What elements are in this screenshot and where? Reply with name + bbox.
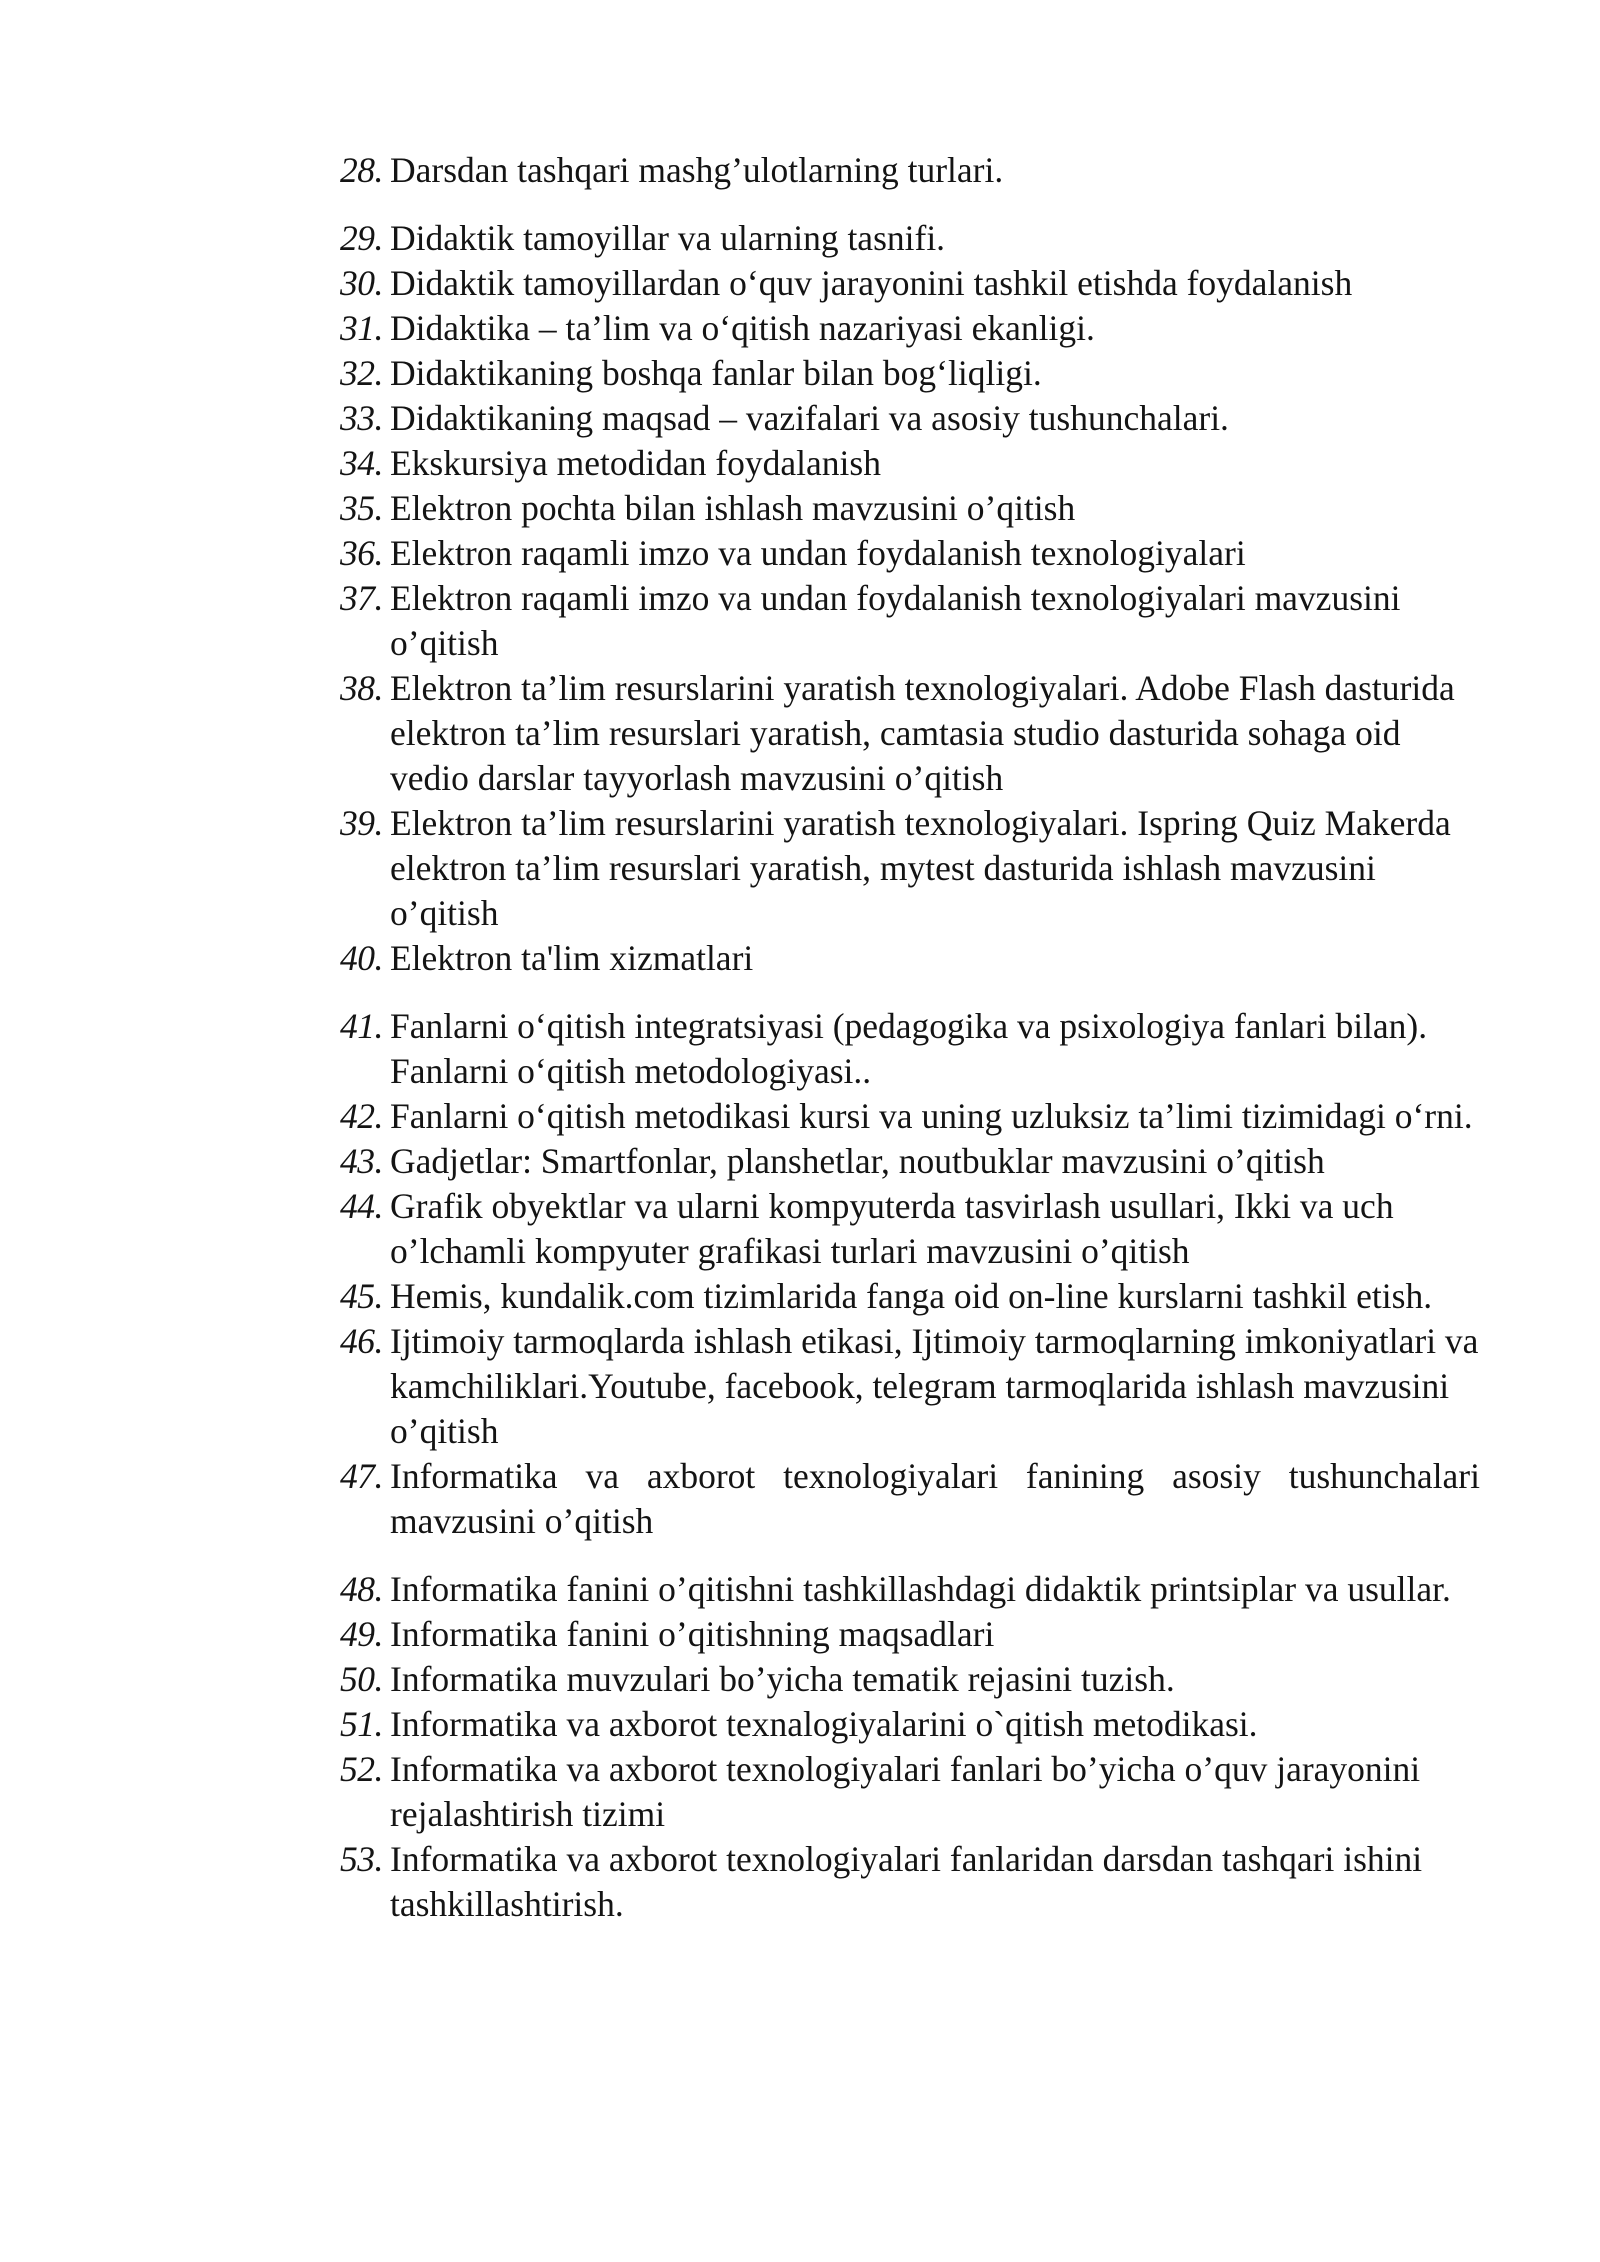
list-item — [340, 1567, 1480, 1612]
item-text: Elektron pochta bilan ishlash mavzusini o’qitish — [390, 488, 1076, 528]
item-number: 38. — [340, 668, 383, 708]
item-text: Grafik obyektlar va ularni kompyuterda tasvirlash usullari, Ikki va uch o’lchamli kompyuter grafikasi turlari mavzusini o’qitish — [390, 1186, 1394, 1271]
item-text: Darsdan tashqari mashg’ulotlarning turlari. — [390, 150, 1004, 190]
list-item — [340, 351, 1480, 396]
list-item — [340, 576, 1480, 666]
item-text: Gadjetlar: Smartfonlar, planshetlar, noutbuklar mavzusini o’qitish — [390, 1141, 1325, 1181]
item-number: 28. — [340, 150, 383, 190]
item-text: Informatika muvzulari bo’yicha tematik rejasini tuzish. — [390, 1659, 1175, 1699]
item-number: 50. — [340, 1659, 383, 1699]
list-item — [340, 1837, 1480, 1927]
list-item — [340, 148, 1480, 193]
item-text: Informatika fanini o’qitishni tashkillashdagi didaktik printsiplar va usullar. — [390, 1569, 1451, 1609]
item-number: 43. — [340, 1141, 383, 1181]
list-item — [340, 441, 1480, 486]
item-text: Ekskursiya metodidan foydalanish — [390, 443, 881, 483]
item-number: 39. — [340, 803, 383, 843]
item-number: 45. — [340, 1276, 383, 1316]
item-text: Didaktik tamoyillar va ularning tasnifi. — [390, 218, 946, 258]
item-number: 44. — [340, 1186, 383, 1226]
list-item — [340, 1454, 1480, 1544]
item-text: Elektron raqamli imzo va undan foydalanish texnologiyalari mavzusini o’qitish — [390, 578, 1401, 663]
item-number: 52. — [340, 1749, 383, 1789]
item-number: 30. — [340, 263, 383, 303]
item-number: 34. — [340, 443, 383, 483]
list-item — [340, 1319, 1480, 1454]
list-item — [340, 1184, 1480, 1274]
item-number: 47. — [340, 1456, 383, 1496]
list-item — [340, 531, 1480, 576]
list-item — [340, 936, 1480, 981]
item-text: Informatika va axborot texnologiyalari fanlari bo’yicha o’quv jarayonini rejalashtirish tizimi — [390, 1749, 1421, 1834]
list-item — [340, 801, 1480, 936]
list-item — [340, 1702, 1480, 1747]
list-item — [340, 216, 1480, 261]
item-number: 35. — [340, 488, 383, 528]
item-text: Didaktika – ta’lim va o‘qitish nazariyasi ekanligi. — [390, 308, 1095, 348]
item-number: 42. — [340, 1096, 383, 1136]
item-number: 53. — [340, 1839, 383, 1879]
item-number: 48. — [340, 1569, 383, 1609]
item-text: Fanlarni o‘qitish integratsiyasi (pedagogika va psixologiya fanlari bilan). Fanlarni o‘qitish metodologiyasi.. — [390, 1006, 1428, 1091]
list-item — [340, 486, 1480, 531]
list-item — [340, 1612, 1480, 1657]
item-number: 49. — [340, 1614, 383, 1654]
item-text: Informatika va axborot texnologiyalari fanining asosiy tushunchalari mavzusini o’qitish — [390, 1456, 1480, 1541]
item-number: 36. — [340, 533, 383, 573]
topic-list — [340, 148, 1480, 1927]
item-number: 41. — [340, 1006, 383, 1046]
list-item — [340, 1657, 1480, 1702]
item-text: Didaktikaning boshqa fanlar bilan bog‘liqligi. — [390, 353, 1042, 393]
list-item — [340, 1139, 1480, 1184]
list-item — [340, 1747, 1480, 1837]
list-item — [340, 261, 1480, 306]
item-text: Informatika va axborot texnalogiyalarini o`qitish metodikasi. — [390, 1704, 1258, 1744]
item-number: 31. — [340, 308, 383, 348]
item-text: Ijtimoiy tarmoqlarda ishlash etikasi, Ijtimoiy tarmoqlarning imkoniyatlari va kamchiliklari.Youtube, facebook, telegram tarmoqlarida ishlash mavzusini o’qitish — [390, 1321, 1479, 1451]
item-text: Elektron ta'lim xizmatlari — [390, 938, 754, 978]
item-text: Elektron ta’lim resurslarini yaratish texnologiyalari. Adobe Flash dasturida elektron ta’lim resurslari yaratish, camtasia studio dasturida sohaga oid vedio darslar tayyorlash mavzusini o’qitish — [390, 668, 1455, 798]
item-text: Didaktikaning maqsad – vazifalari va asosiy tushunchalari. — [390, 398, 1229, 438]
list-item — [340, 1004, 1480, 1094]
item-number: 51. — [340, 1704, 383, 1744]
item-number: 29. — [340, 218, 383, 258]
item-text: Hemis, kundalik.com tizimlarida fanga oid on-line kurslarni tashkil etish. — [390, 1276, 1433, 1316]
list-item — [340, 666, 1480, 801]
item-text: Informatika fanini o’qitishning maqsadlari — [390, 1614, 995, 1654]
item-number: 32. — [340, 353, 383, 393]
item-text: Elektron ta’lim resurslarini yaratish texnologiyalari. Ispring Quiz Makerda elektron ta’lim resurslari yaratish, mytest dasturida ishlash mavzusini o’qitish — [390, 803, 1451, 933]
list-item — [340, 1094, 1480, 1139]
list-item — [340, 1274, 1480, 1319]
item-text: Informatika va axborot texnologiyalari fanlaridan darsdan tashqari ishini tashkillashtirish. — [390, 1839, 1423, 1924]
list-item — [340, 306, 1480, 351]
list-item — [340, 396, 1480, 441]
item-number: 46. — [340, 1321, 383, 1361]
item-number: 33. — [340, 398, 383, 438]
item-number: 40. — [340, 938, 383, 978]
item-text: Fanlarni o‘qitish metodikasi kursi va uning uzluksiz ta’limi tizimidagi o‘rni. — [390, 1096, 1473, 1136]
item-text: Elektron raqamli imzo va undan foydalanish texnologiyalari — [390, 533, 1246, 573]
item-number: 37. — [340, 578, 383, 618]
item-text: Didaktik tamoyillardan o‘quv jarayonini tashkil etishda foydalanish — [390, 263, 1353, 303]
